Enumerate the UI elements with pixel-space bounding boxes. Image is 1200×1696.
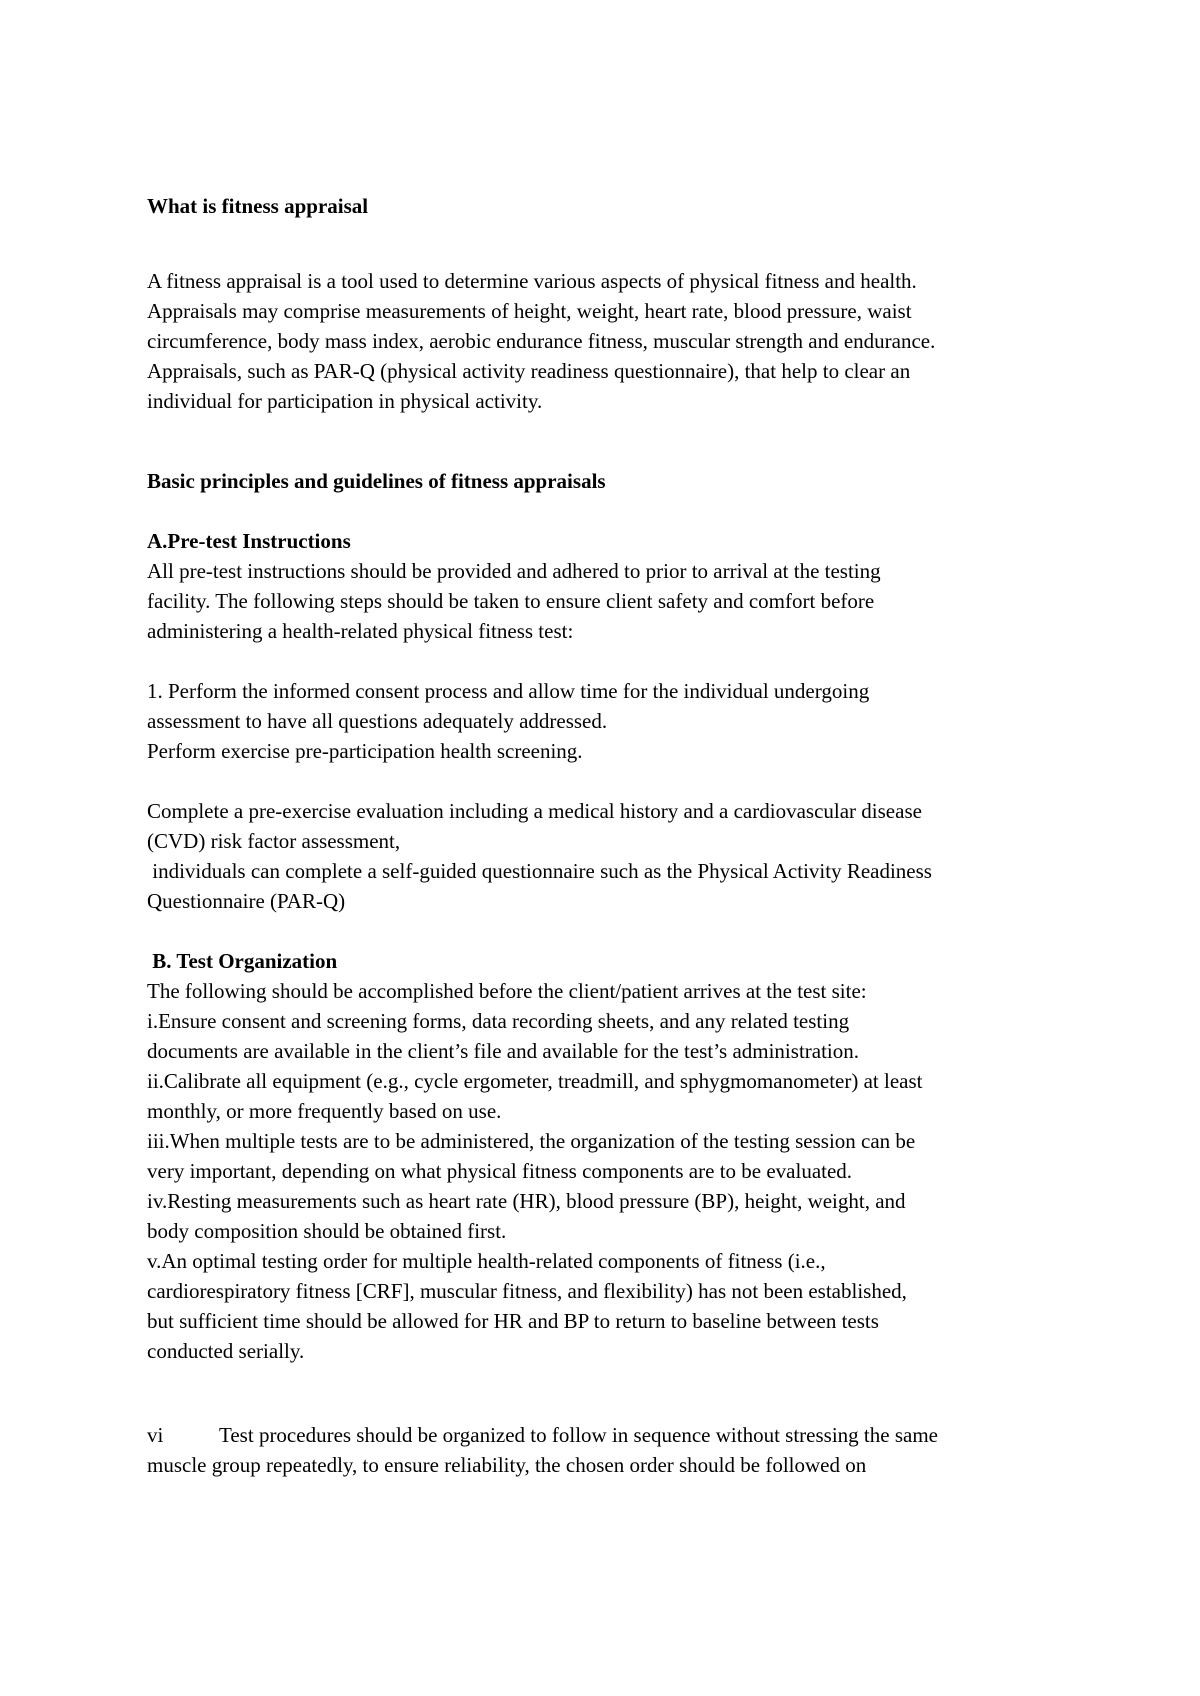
section-b-line: iv.Resting measurements such as heart rate (HR), blood pressure (BP), height, weight, and <box>147 1189 906 1213</box>
section-a <box>147 526 1087 646</box>
section-a-line: facility. The following steps should be taken to ensure client safety and comfort before <box>147 589 875 613</box>
intro-line: individual for participation in physical activity. <box>147 389 543 413</box>
intro-line: circumference, body mass index, aerobic endurance fitness, muscular strength and endurance. <box>147 329 936 353</box>
item-vi-line: muscle group repeatedly, to ensure reliability, the chosen order should be followed on <box>147 1453 867 1477</box>
intro-line: Appraisals may comprise measurements of height, weight, heart rate, blood pressure, waist <box>147 299 912 323</box>
page-title <box>147 191 1087 221</box>
section-a-steps <box>147 676 1087 766</box>
evaluation-line: individuals can complete a self-guided questionnaire such as the Physical Activity Readiness <box>147 859 932 883</box>
section-b-line: conducted serially. <box>147 1339 305 1363</box>
step-line: 1. Perform the informed consent process and allow time for the individual undergoing <box>147 679 870 703</box>
intro-paragraph <box>147 266 1087 416</box>
principles-heading-text: Basic principles and guidelines of fitness appraisals <box>147 469 606 493</box>
section-a-evaluation <box>147 796 1087 916</box>
item-vi-text: Test procedures should be organized to follow in sequence without stressing the same <box>219 1423 938 1447</box>
section-a-line: All pre-test instructions should be provided and adhered to prior to arrival at the testing <box>147 559 881 583</box>
item-vi <box>147 1420 1087 1480</box>
item-vi-line <box>147 1420 1087 1450</box>
section-b <box>147 946 1087 1366</box>
step-line: Perform exercise pre-participation health screening. <box>147 739 583 763</box>
intro-line: Appraisals, such as PAR-Q (physical activity readiness questionnaire), that help to clear an <box>147 359 911 383</box>
intro-line: A fitness appraisal is a tool used to determine various aspects of physical fitness and health. <box>147 269 917 293</box>
evaluation-line: Complete a pre-exercise evaluation including a medical history and a cardiovascular disease <box>147 799 922 823</box>
section-b-line: but sufficient time should be allowed for HR and BP to return to baseline between tests <box>147 1309 879 1333</box>
section-b-line: body composition should be obtained first. <box>147 1219 507 1243</box>
section-b-line: very important, depending on what physical fitness components are to be evaluated. <box>147 1159 853 1183</box>
section-b-line: monthly, or more frequently based on use. <box>147 1099 502 1123</box>
section-b-line: The following should be accomplished before the client/patient arrives at the test site: <box>147 979 867 1003</box>
section-b-line: v.An optimal testing order for multiple health-related components of fitness (i.e., <box>147 1249 826 1273</box>
item-vi-marker: vi <box>147 1423 164 1447</box>
section-b-heading: B. Test Organization <box>147 949 338 973</box>
section-b-line: iii.When multiple tests are to be administered, the organization of the testing session can be <box>147 1129 916 1153</box>
step-line: assessment to have all questions adequately addressed. <box>147 709 608 733</box>
evaluation-line: Questionnaire (PAR-Q) <box>147 889 346 913</box>
principles-heading <box>147 466 1087 496</box>
section-a-line: administering a health-related physical fitness test: <box>147 619 574 643</box>
section-b-line: i.Ensure consent and screening forms, data recording sheets, and any related testing <box>147 1009 850 1033</box>
section-b-line: ii.Calibrate all equipment (e.g., cycle ergometer, treadmill, and sphygmomanometer) at least <box>147 1069 923 1093</box>
section-a-heading: A.Pre-test Instructions <box>147 529 351 553</box>
section-b-line: cardiorespiratory fitness [CRF], muscular fitness, and flexibility) has not been established, <box>147 1279 907 1303</box>
title-text: What is fitness appraisal <box>147 194 369 218</box>
evaluation-line: (CVD) risk factor assessment, <box>147 829 401 853</box>
section-b-line: documents are available in the client’s file and available for the test’s administration. <box>147 1039 860 1063</box>
